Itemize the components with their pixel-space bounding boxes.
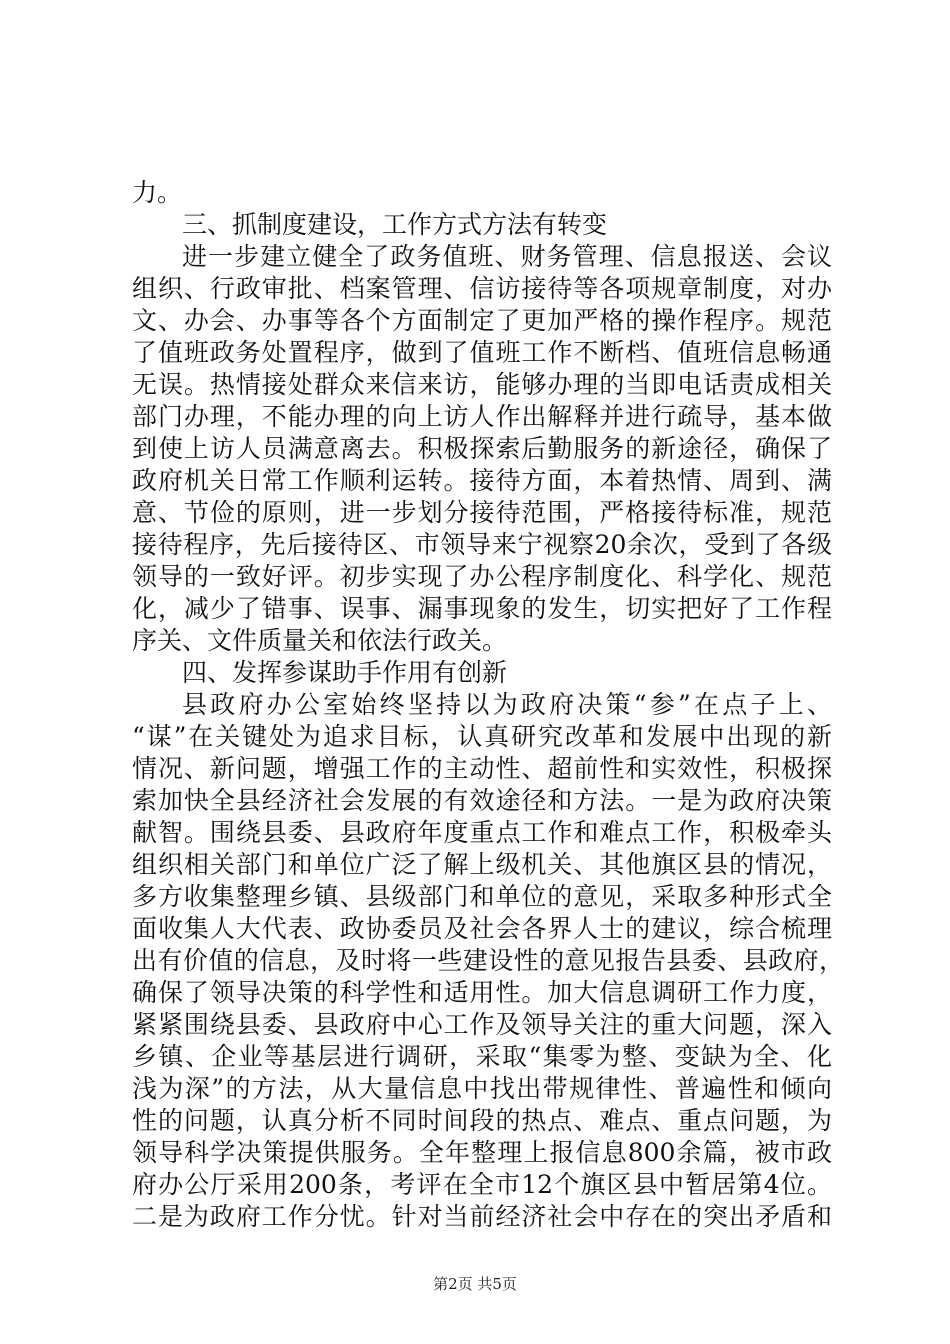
paragraph-line: 县政府办公室始终坚持以为政府决策“参”在点子上、	[182, 690, 832, 719]
paragraph-line: 领导的一致好评。初步实现了办公程序制度化、科学化、规范	[132, 562, 832, 591]
paragraph-line: 二是为政府工作分忧。针对当前经济社会中存在的突出矛盾和	[132, 1202, 832, 1231]
section-heading-3: 三、抓制度建设，工作方式方法有转变	[182, 210, 608, 239]
paragraph-line: 了值班政务处置程序，做到了值班工作不断档、值班信息畅通	[132, 338, 832, 367]
page-number-footer: 第2页 共5页	[433, 1275, 517, 1293]
paragraph-line: 性的问题，认真分析不同时间段的热点、难点、重点问题，为	[132, 1106, 832, 1135]
paragraph-line: 浅为深”的方法，从大量信息中找出带规律性、普遍性和倾向	[132, 1074, 832, 1103]
section-heading-4: 四、发挥参谋助手作用有创新	[182, 658, 508, 687]
paragraph-line: 接待程序，先后接待区、市领导来宁视察20余次，受到了各级	[132, 530, 832, 559]
paragraph-line: 多方收集整理乡镇、县级部门和单位的意见，采取多种形式全	[132, 882, 832, 911]
paragraph-line: 面收集人大代表、政协委员及社会各界人士的建议，综合梳理	[132, 914, 832, 943]
paragraph-line: 情况、新问题，增强工作的主动性、超前性和实效性，积极探	[132, 754, 832, 783]
paragraph-line: 化，减少了错事、误事、漏事现象的发生，切实把好了工作程	[132, 594, 832, 623]
paragraph-line: 无误。热情接处群众来信来访，能够办理的当即电话责成相关	[132, 370, 832, 399]
paragraph-line: 献智。围绕县委、县政府年度重点工作和难点工作，积极牵头	[132, 818, 832, 847]
paragraph-line: 索加快全县经济社会发展的有效途径和方法。一是为政府决策	[132, 786, 832, 815]
paragraph-line: 紧紧围绕县委、县政府中心工作及领导关注的重大问题，深入	[132, 1010, 832, 1039]
paragraph-line: 出有价值的信息，及时将一些建设性的意见报告县委、县政府，	[132, 946, 844, 975]
paragraph-line: 领导科学决策提供服务。全年整理上报信息800余篇，被市政	[132, 1138, 832, 1167]
paragraph-line: 序关、文件质量关和依法行政关。	[132, 626, 508, 655]
paragraph-line: 部门办理，不能办理的向上访人作出解释并进行疏导，基本做	[132, 402, 832, 431]
paragraph-line: 组织、行政审批、档案管理、信访接待等各项规章制度，对办	[132, 274, 832, 303]
paragraph-line: 乡镇、企业等基层进行调研，采取“集零为整、变缺为全、化	[132, 1042, 832, 1071]
paragraph-line: “谋”在关键处为追求目标，认真研究改革和发展中出现的新	[132, 722, 832, 751]
paragraph-line: 政府机关日常工作顺利运转。接待方面，本着热情、周到、满	[132, 466, 832, 495]
paragraph-line: 组织相关部门和单位广泛了解上级机关、其他旗区县的情况，	[132, 850, 832, 879]
paragraph-line: 确保了领导决策的科学性和适用性。加大信息调研工作力度，	[132, 978, 832, 1007]
paragraph-line: 意、节俭的原则，进一步划分接待范围，严格接待标准，规范	[132, 498, 832, 527]
paragraph-line: 进一步建立健全了政务值班、财务管理、信息报送、会议	[182, 242, 832, 271]
paragraph-line: 府办公厅采用200条，考评在全市12个旗区县中暂居第4位。	[132, 1170, 832, 1199]
paragraph-line: 文、办会、办事等各个方面制定了更加严格的操作程序。规范	[132, 306, 832, 335]
paragraph-line: 力。	[132, 178, 183, 207]
paragraph-line: 到使上访人员满意离去。积极探索后勤服务的新途径，确保了	[132, 434, 832, 463]
